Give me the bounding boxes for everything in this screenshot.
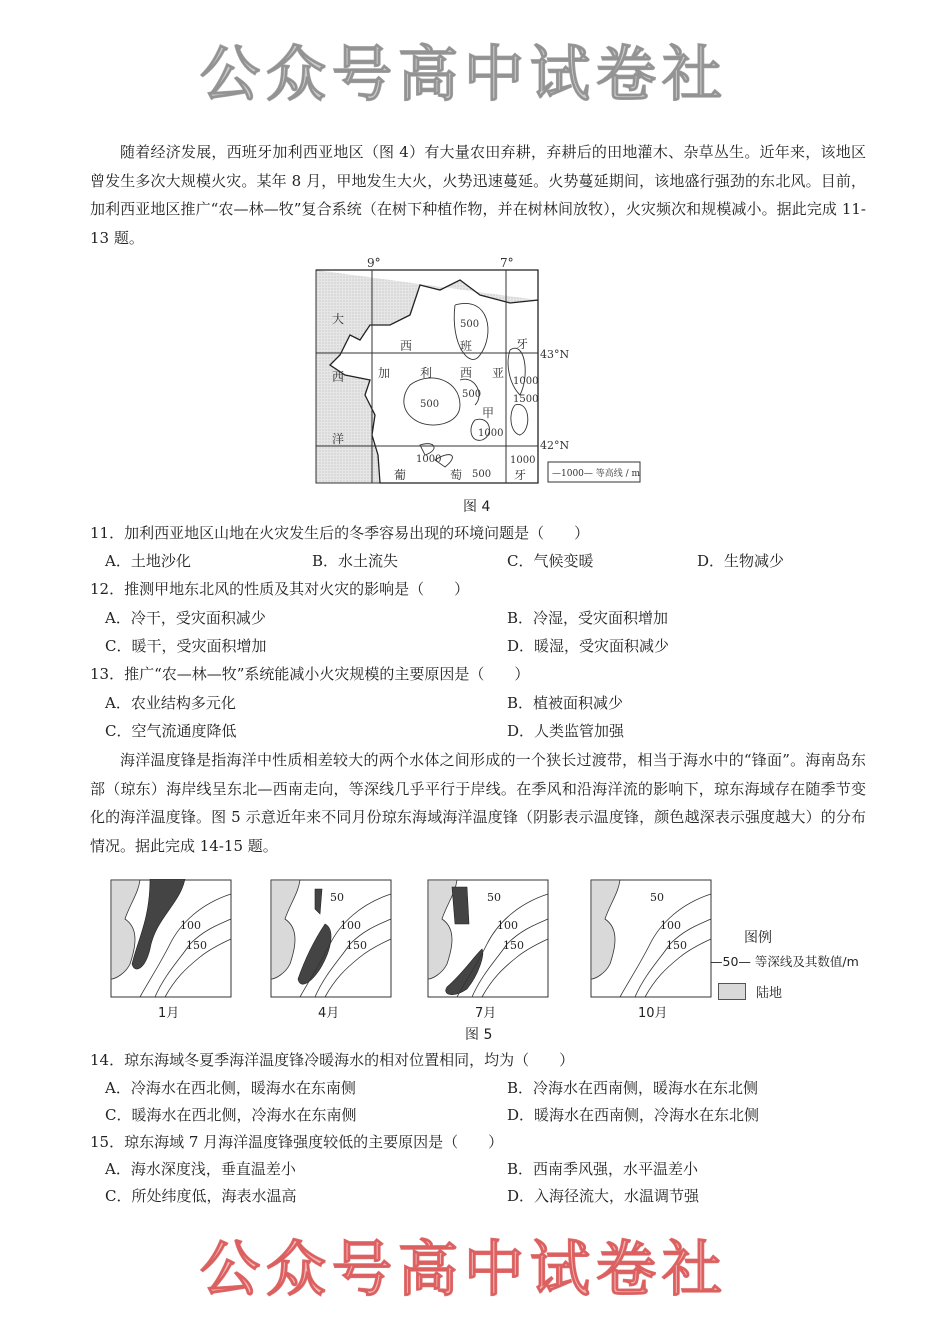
q15-option-a[interactable]: A．海水深度浅，垂直温差小 — [105, 1160, 296, 1178]
isobath-label: 150 — [666, 939, 687, 952]
ocean-label: 大 — [332, 312, 345, 326]
ocean-label: 洋 — [332, 432, 345, 446]
contour-label: 500 — [460, 319, 480, 330]
map-month-label: 10月 — [638, 1006, 668, 1021]
q12-option-b[interactable]: B．冷湿，受灾面积增加 — [507, 609, 669, 627]
q14-option-d[interactable]: D．暖海水在西南侧，冷海水在东北侧 — [507, 1106, 760, 1124]
isobath-label: 150 — [186, 939, 207, 952]
q15-option-d[interactable]: D．入海径流大，水温调节强 — [507, 1187, 700, 1205]
portugal-label: 葡 — [394, 468, 407, 482]
q14-option-b[interactable]: B．冷海水在西南侧，暖海水在东北侧 — [507, 1079, 759, 1097]
isobath-label: 50 — [650, 891, 664, 904]
isobath-label: 100 — [497, 919, 518, 932]
isobath-label: 100 — [340, 919, 361, 932]
q13-option-c[interactable]: C．空气流通度降低 — [105, 722, 237, 740]
question-12: 12．推测甲地东北风的性质及其对火灾的影响是（ ） — [90, 580, 470, 598]
figure-5-caption: 图 5 — [465, 1027, 493, 1043]
contour-label: 500 — [462, 389, 482, 400]
map-month-label: 4月 — [318, 1006, 340, 1021]
lat-label: 42°N — [540, 439, 570, 452]
lat-label: 43°N — [540, 348, 570, 361]
q12-option-d[interactable]: D．暖湿，受灾面积减少 — [507, 637, 670, 655]
watermark: 公众号高中试卷社 — [200, 40, 728, 110]
region-label: 加 — [378, 366, 391, 380]
question-13: 13．推广“农—林—牧”系统能减小火灾规模的主要原因是（ ） — [90, 665, 530, 683]
isobath-label: 50 — [487, 891, 501, 904]
q14-option-c[interactable]: C．暖海水在西北侧，冷海水在东南侧 — [105, 1106, 357, 1124]
region-label: 牙 — [516, 337, 529, 351]
watermark: 公众号高中试卷社 — [200, 1235, 728, 1305]
question-15: 15．琼东海域 7 月海洋温度锋强度较低的主要原因是（ ） — [90, 1133, 504, 1151]
q15-option-c[interactable]: C．所处纬度低，海表水温高 — [105, 1187, 297, 1205]
portugal-label: 萄 — [450, 468, 463, 482]
isobath-label: 100 — [660, 919, 681, 932]
contour-label: 1000 — [478, 428, 504, 439]
isobath-map-3 — [427, 879, 551, 999]
isobath-label: 150 — [503, 939, 524, 952]
q13-option-b[interactable]: B．植被面积减少 — [507, 694, 624, 712]
isobath-label: 150 — [346, 939, 367, 952]
region-label: 亚 — [492, 366, 505, 380]
place-jia: 甲 — [482, 406, 495, 420]
portugal-label: 牙 — [514, 468, 527, 482]
legend-isobath: —50— 等深线及其数值/m — [710, 954, 859, 969]
legend-land: 陆地 — [756, 986, 783, 1001]
figure-4-caption: 图 4 — [463, 499, 491, 515]
intro-paragraph-2: 海洋温度锋是指海洋中性质相差较大的两个水体之间形成的一个狭长过渡带，相当于海水中的“锋面”。海南岛东部（琼东）海岸线呈东北—西南走向，等深线几乎平行于岸线。在季风和沿海洋流的影响下，琼东海域存在随季节变化的海洋温度锋。图 5 示意近年来不同月份琼东海域海洋温度锋（阴影表示温度锋，颜色越深表示强度越大）的分布情况。据此完成 14-15 题。 — [90, 751, 866, 855]
q13-option-d[interactable]: D．人类监管加强 — [507, 722, 625, 740]
contour-label: 1500 — [513, 394, 539, 405]
ocean-label: 西 — [332, 370, 345, 384]
q11-option-b[interactable]: B．水土流失 — [312, 552, 399, 570]
question-11: 11．加利西亚地区山地在火灾发生后的冬季容易出现的环境问题是（ ） — [90, 524, 590, 542]
isobath-map-1 — [110, 879, 234, 999]
figure-4-legend: —1000— 等高线 / m — [552, 469, 641, 479]
intro-paragraph-1: 随着经济发展，西班牙加利西亚地区（图 4）有大量农田弃耕，弃耕后的田地灌木、杂草丛生。近年来，该地区曾发生多次大规模火灾。某年 8 月，甲地发生大火，火势迅速蔓延。火势蔓延期间，该地盛行强劲的东北风。目前，加利西亚地区推广“农—林—牧”复合系统（在树下种植作物，并在树林间放牧），火灾频次和规模减小。据此完成 11-13 题。 — [90, 143, 866, 247]
region-label: 西 — [400, 339, 413, 353]
isobath-label: 100 — [180, 919, 201, 932]
map-month-label: 1月 — [158, 1006, 180, 1021]
figure-4-map — [310, 255, 650, 490]
contour-label: 500 — [472, 469, 492, 480]
q12-option-a[interactable]: A．冷干，受灾面积减少 — [105, 609, 266, 627]
legend-title: 图例 — [744, 930, 772, 946]
q13-option-a[interactable]: A．农业结构多元化 — [105, 694, 236, 712]
q14-option-a[interactable]: A．冷海水在西北侧，暖海水在东南侧 — [105, 1079, 356, 1097]
map-month-label: 7月 — [475, 1006, 497, 1021]
region-label: 班 — [460, 339, 473, 353]
q11-option-c[interactable]: C．气候变暖 — [507, 552, 594, 570]
contour-label: 1000 — [513, 376, 539, 387]
region-label: 西 — [460, 366, 473, 380]
contour-label: 500 — [420, 399, 440, 410]
q15-option-b[interactable]: B．西南季风强，水平温差小 — [507, 1160, 699, 1178]
lon-label: 9° — [367, 256, 381, 270]
region-label: 利 — [420, 366, 433, 380]
isobath-map-4 — [590, 879, 714, 999]
isobath-label: 50 — [330, 891, 344, 904]
legend-land-swatch — [718, 983, 746, 1000]
q11-option-d[interactable]: D．生物减少 — [697, 552, 785, 570]
q12-option-c[interactable]: C．暖干，受灾面积增加 — [105, 637, 267, 655]
q11-option-a[interactable]: A．土地沙化 — [105, 552, 191, 570]
isobath-map-2 — [270, 879, 394, 999]
contour-label: 1000 — [510, 455, 536, 466]
question-14: 14．琼东海域冬夏季海洋温度锋冷暖海水的相对位置相同，均为（ ） — [90, 1051, 575, 1069]
lon-label: 7° — [500, 256, 514, 270]
contour-label: 1000 — [416, 454, 442, 465]
